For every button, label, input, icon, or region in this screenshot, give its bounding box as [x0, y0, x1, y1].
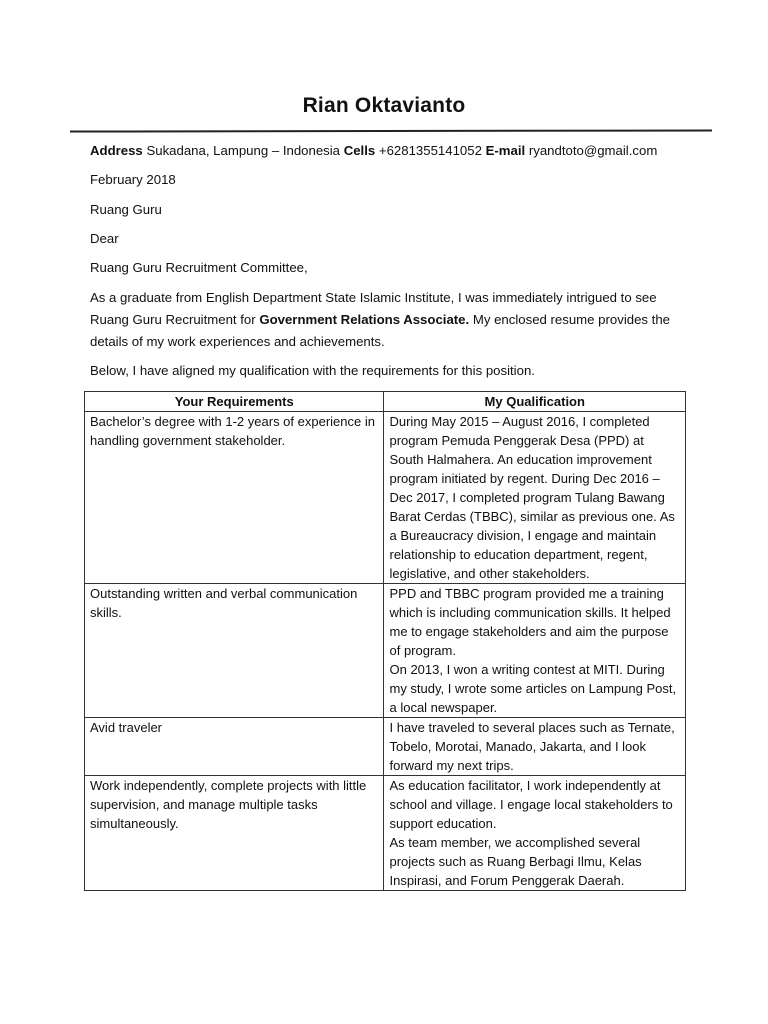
requirement-cell: Work independently, complete projects with little supervision, and manage multiple tasks simultaneously.: [85, 776, 384, 891]
table-row: [85, 412, 686, 584]
below-line: Below, I have aligned my qualification with the requirements for this position.: [90, 363, 535, 378]
qualification-text: I have traveled to several places such as Ternate, Tobelo, Morotai, Manado, Jakarta, and I look forward my next trips.: [389, 720, 675, 773]
dear-line: Dear: [90, 231, 119, 246]
intro-part1: As a graduate from English Department State Islamic Institute, I was immediately intrigued to see Ruang Guru Recruitment for: [90, 290, 657, 327]
address-label: Address: [90, 143, 143, 158]
email-value: ryandtoto@gmail.com: [525, 143, 658, 158]
contact-line: [90, 140, 690, 162]
position-title: Government Relations Associate.: [259, 312, 470, 327]
qualification-text: PPD and TBBC program provided me a training which is including communication skills. It helped me to engage stakeholders and aim the purpose of program.: [389, 586, 671, 658]
qualification-cell: [384, 412, 686, 584]
header-requirements: Your Requirements: [85, 392, 384, 412]
table-row: [85, 718, 686, 776]
intro-paragraph: [90, 287, 682, 353]
requirement-cell: Bachelor’s degree with 1-2 years of experience in handling government stakeholder.: [85, 412, 384, 584]
table-row: [85, 776, 686, 891]
header-rule: [70, 129, 712, 132]
salutation: Ruang Guru Recruitment Committee,: [90, 260, 308, 275]
qualification-text: As education facilitator, I work independently at school and village. I engage local stakeholders to support education.: [389, 778, 673, 831]
qualification-text: As team member, we accomplished several projects such as Ruang Berbagi Ilmu, Kelas Inspirasi, and Forum Penggerak Daerah.: [389, 835, 642, 888]
letter-date: February 2018: [90, 172, 176, 187]
table-row: [85, 584, 686, 718]
address-value: Sukadana, Lampung – Indonesia: [142, 143, 344, 158]
qualification-cell: [384, 776, 686, 891]
recipient: Ruang Guru: [90, 202, 162, 217]
applicant-name: Rian Oktavianto: [302, 94, 466, 117]
table-header-row: [85, 392, 686, 412]
intro-part2: My enclosed resume provides the details of my work experiences and achievements.: [90, 312, 671, 349]
qualification-cell: [384, 584, 686, 718]
qualification-cell: [384, 718, 686, 776]
qualification-text: On 2013, I won a writing contest at MITI. During my study, I wrote some articles on Lampung Post, a local newspaper.: [389, 662, 677, 715]
header-qualification: My Qualification: [384, 392, 686, 412]
cells-label: Cells: [343, 143, 376, 158]
requirement-cell: Outstanding written and verbal communication skills.: [85, 584, 384, 718]
qualification-text: During May 2015 – August 2016, I completed program Pemuda Penggerak Desa (PPD) at South Halmahera. An education improvement program initiated by regent. During Dec 2016 – Dec 2017, I completed program Tulang Bawang Barat Cerdas (TBBC), similar as previous one. As a Bureaucracy division, I engage and maintain relationship to education department, regent, legislative, and other stakeholders.: [389, 414, 675, 581]
email-label: E-mail: [485, 143, 526, 158]
cells-value: +6281355141052: [375, 143, 486, 158]
requirement-cell: Avid traveler: [85, 718, 384, 776]
qualification-table: [84, 391, 686, 891]
